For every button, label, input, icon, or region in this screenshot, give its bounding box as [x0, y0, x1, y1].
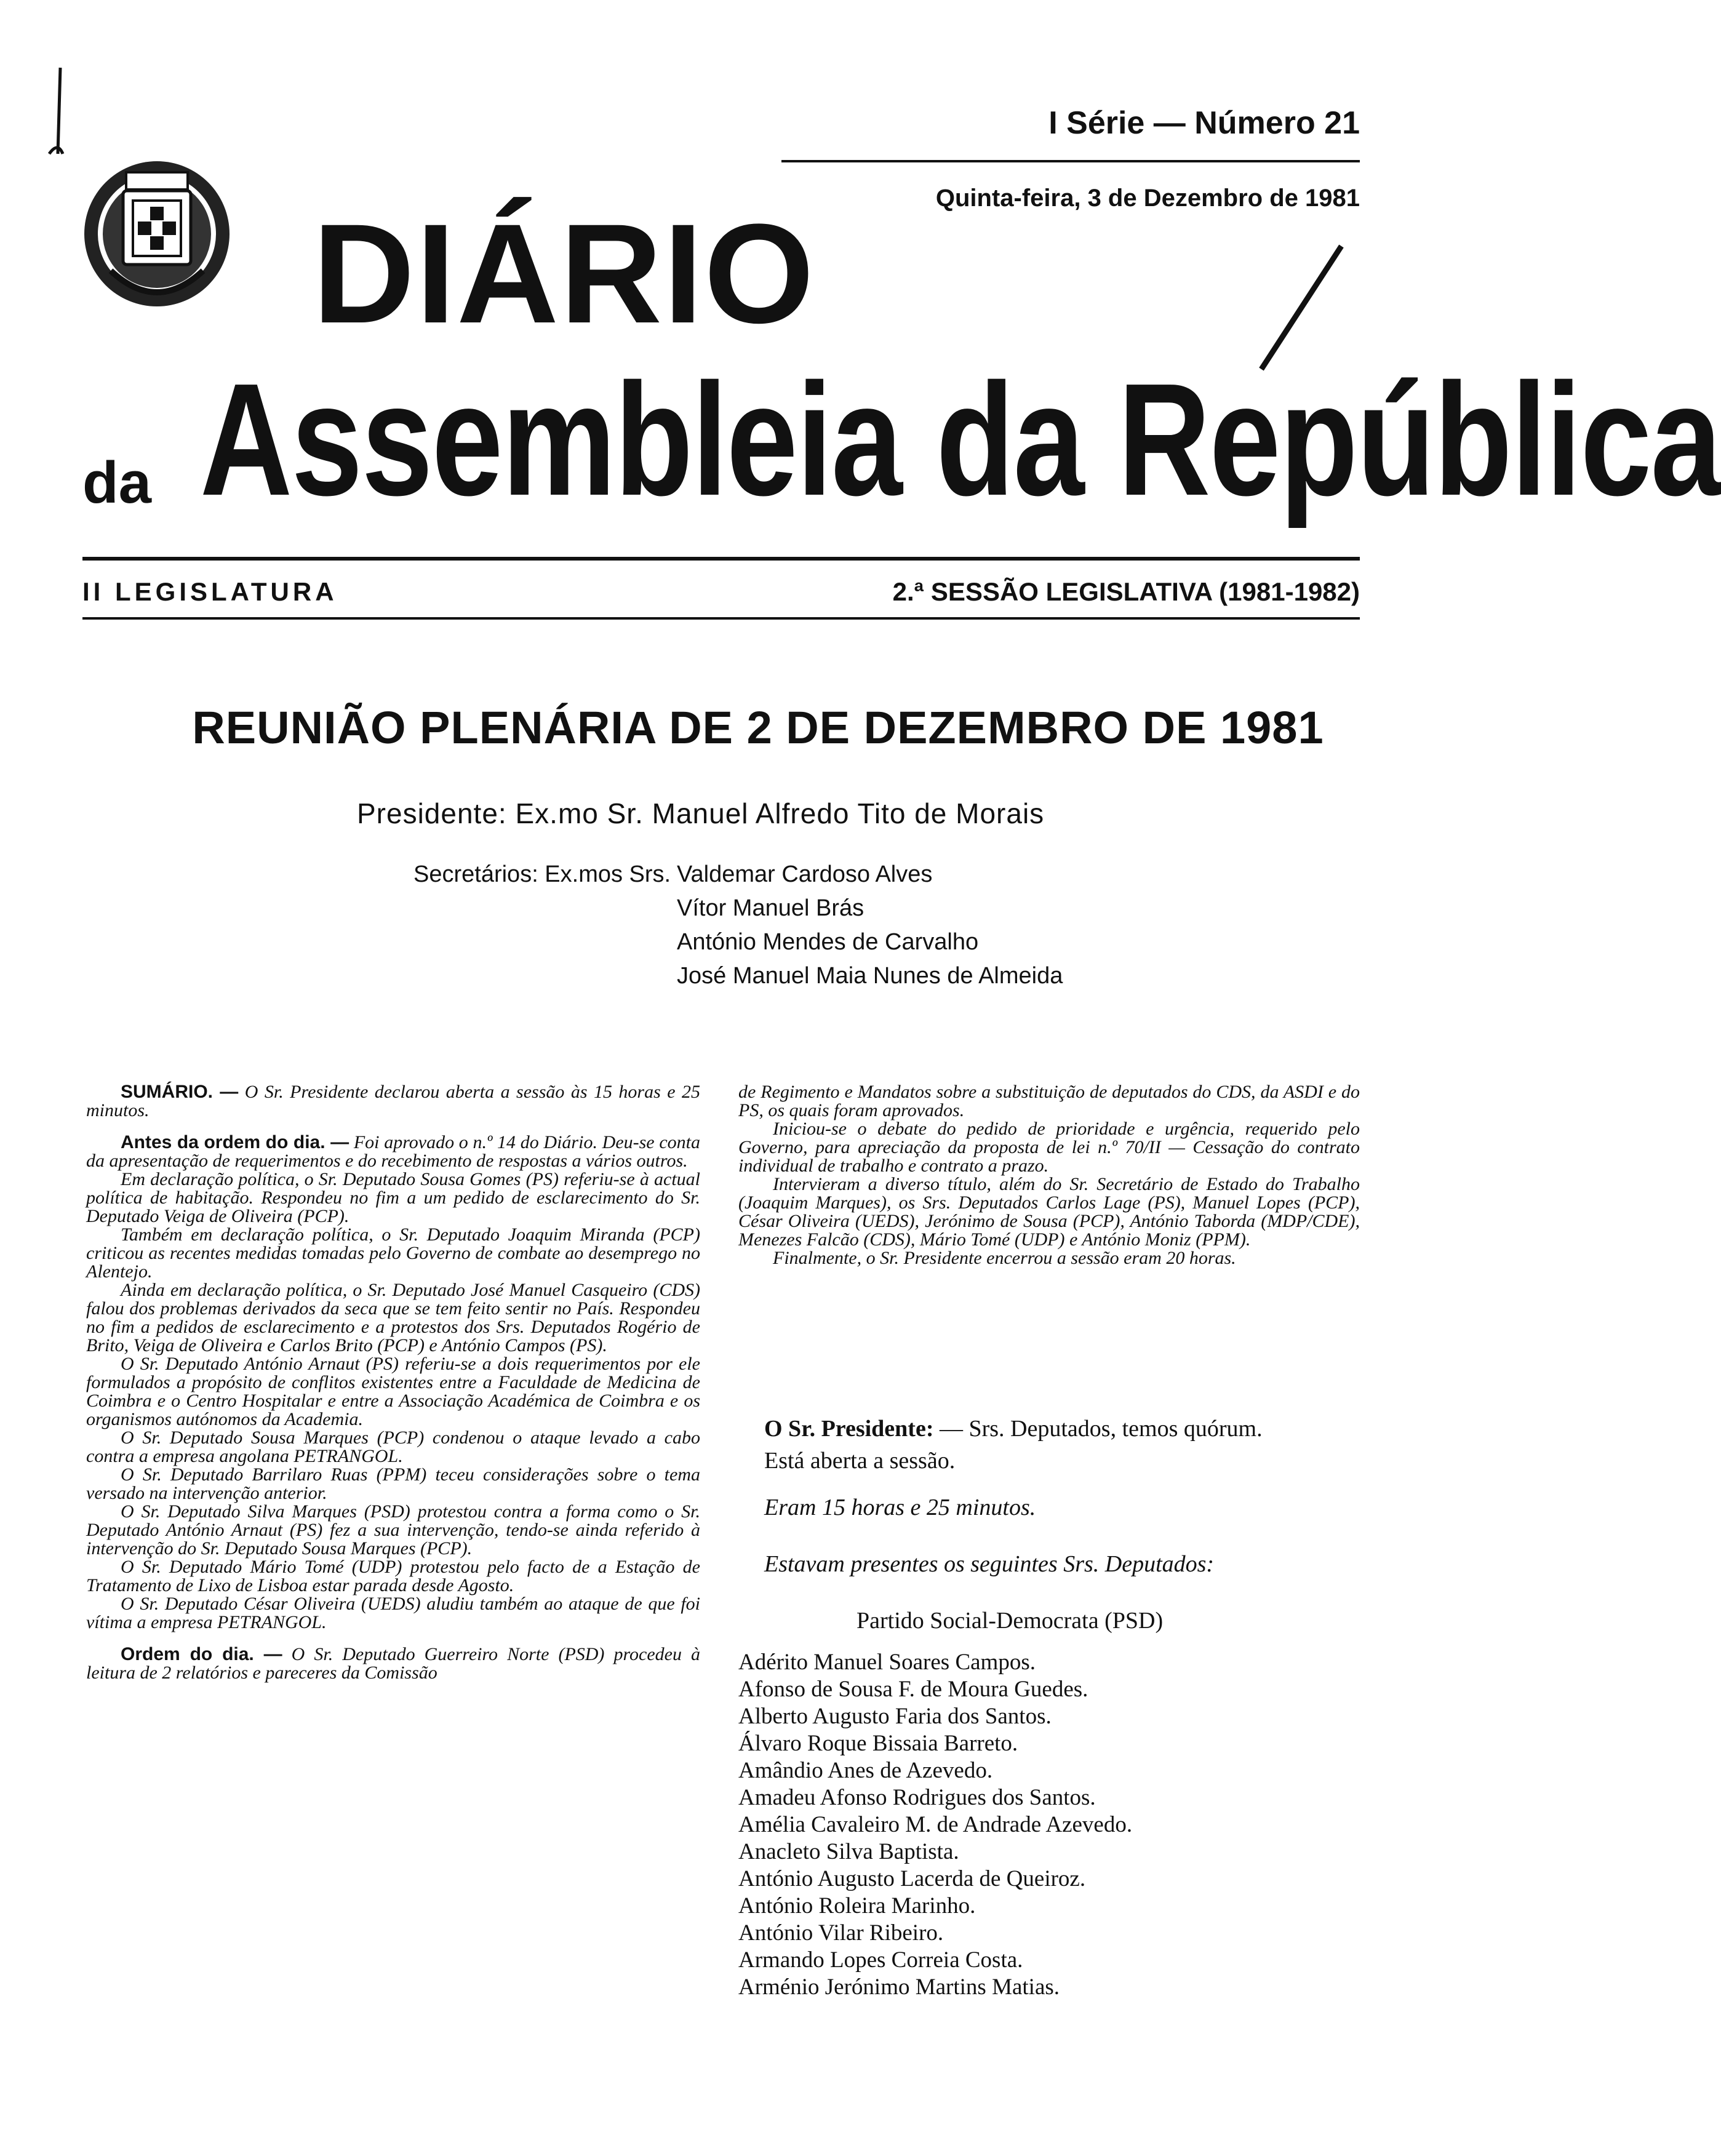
speaker-label: O Sr. Presidente: — [764, 1416, 934, 1442]
deputy-item: Álvaro Roque Bissaia Barreto. — [738, 1731, 1018, 1756]
publication-date: Quinta-feira, 3 de Dezembro de 1981 — [935, 185, 1360, 212]
meeting-title: REUNIÃO PLENÁRIA DE 2 DE DEZEMBRO DE 1981 — [192, 702, 1324, 753]
header-rule-top — [781, 160, 1360, 162]
summary-paragraph: Em declaração política, o Sr. Deputado Sousa Gomes (PS) referiu-se à actual política de habitação. Respondeu no fim a um pedido de esclarecimento do Sr. Deputado Veiga de Oliveira (PCP). — [86, 1169, 700, 1226]
summary-right-column — [738, 1083, 1360, 1268]
deputy-item: Adérito Manuel Soares Campos. — [738, 1650, 1036, 1675]
summary-text: O Sr. Deputado Guerreiro Norte (PSD) procedeu à leitura de 2 relatórios e pareceres da Comissão — [86, 1644, 700, 1683]
deputy-item: Amadeu Afonso Rodrigues dos Santos. — [738, 1785, 1096, 1810]
summary-paragraph: Intervieram a diverso título, além do Sr. Secretário de Estado do Trabalho (Joaquim Marques), os Srs. Deputados Carlos Lage (PS), Manuel Lopes (PCP), César Oliveira (UEDS), Jerónimo de Sousa (PCP), António Taborda (MDP/CDE), Menezes Falcão (CDS), Mário Tomé (UDP) e António Moniz (PPM). — [738, 1174, 1360, 1250]
legislature-rule-top — [82, 557, 1360, 561]
antes-ordem-label: Antes da ordem do dia. — — [121, 1132, 349, 1152]
summary-paragraph: Iniciou-se o debate do pedido de prioridade e urgência, requerido pelo Governo, para apreciação da proposta de lei n.º 70/II — Cessação do contrato individual de trabalho e contrato a prazo. — [738, 1119, 1360, 1176]
summary-paragraph: Ainda em declaração política, o Sr. Deputado José Manuel Casqueiro (CDS) falou dos problemas derivados da seca que se tem feito sentir no País. Respondeu no fim a pedidos de esclarecimento e a protestos dos Srs. Deputados Rogério de Brito, Veiga de Oliveira e Carlos Brito (PCP) e António Campos (PS). — [86, 1280, 700, 1355]
legislature-rule-bottom — [82, 617, 1360, 620]
title-da: da — [82, 450, 152, 516]
serie-number: I Série — Número 21 — [1048, 105, 1360, 141]
secretario-name: Valdemar Cardoso Alves — [677, 861, 933, 887]
summary-paragraph: O Sr. Deputado Barrilaro Ruas (PPM) teceu considerações sobre o tema versado na intervenção anterior. — [86, 1464, 700, 1503]
session-opening — [764, 1415, 1263, 1442]
summary-paragraph: O Sr. Deputado António Arnaut (PS) referiu-se a dois requerimentos por ele formulados a propósito de conflitos existentes entre a Faculdade de Medicina de Coimbra e o Centro Hospitalar e entre a Associação Académica de Coimbra e os organismos autónomos da Academia. — [86, 1354, 700, 1429]
summary-paragraph: O Sr. Deputado Mário Tomé (UDP) protestou pelo facto de a Estação de Tratamento de Lixo de Lisboa estar parada desde Agosto. — [86, 1557, 700, 1595]
present-heading: Estavam presentes os seguintes Srs. Deputados: — [764, 1551, 1215, 1577]
deputy-item: Amândio Anes de Azevedo. — [738, 1758, 993, 1783]
deputy-item: Amélia Cavaleiro M. de Andrade Azevedo. — [738, 1812, 1133, 1837]
session-text: Está aberta a sessão. — [764, 1448, 956, 1474]
summary-text: Foi aprovado o n.º 14 do Diário. Deu-se conta da apresentação de requerimentos e do recebimento de respostas a vários outros. — [86, 1132, 700, 1171]
session-text: — Srs. Deputados, temos quórum. — [933, 1416, 1263, 1442]
deputy-item: António Roleira Marinho. — [738, 1893, 976, 1918]
deputy-item: Alberto Augusto Faria dos Santos. — [738, 1704, 1052, 1729]
summary-left-column — [86, 1083, 700, 1682]
summary-paragraph: O Sr. Deputado César Oliveira (UEDS) aludiu também ao ataque de que foi vítima a empresa PETRANGOL. — [86, 1594, 700, 1632]
sessao-legislativa: 2.ª SESSÃO LEGISLATIVA (1981-1982) — [892, 577, 1360, 606]
summary-paragraph: O Sr. Deputado Sousa Marques (PCP) condenou o ataque levado a cabo contra a empresa angolana PETRANGOL. — [86, 1427, 700, 1466]
summary-paragraph: Também em declaração política, o Sr. Deputado Joaquim Miranda (PCP) criticou as recentes medidas tomadas pelo Governo de combate ao desemprego no Alentejo. — [86, 1224, 700, 1282]
summary-text: O Sr. Presidente declarou aberta a sessão às 15 horas e 25 minutos. — [86, 1082, 700, 1120]
summary-label: SUMÁRIO. — — [121, 1082, 239, 1102]
title-assembleia: Assembleia da República — [200, 351, 1721, 529]
coat-of-arms-icon — [74, 148, 240, 314]
summary-paragraph: O Sr. Deputado Silva Marques (PSD) protestou contra a forma como o Sr. Deputado António Arnaut (PS) fez a sua intervenção, tendo-se ainda referido à intervenção do Sr. Deputado Sousa Marques (PCP). — [86, 1501, 700, 1559]
deputy-item: Afonso de Sousa F. de Moura Guedes. — [738, 1677, 1088, 1702]
session-time: Eram 15 horas e 25 minutos. — [764, 1495, 1036, 1520]
secretario-name: António Mendes de Carvalho — [677, 929, 979, 955]
party-heading: Partido Social-Democrata (PSD) — [857, 1608, 1164, 1634]
summary-paragraph — [86, 1083, 700, 1120]
ordem-dia-label: Ordem do dia. — — [121, 1644, 282, 1664]
deputy-item: Arménio Jerónimo Martins Matias. — [738, 1974, 1060, 2000]
deputy-item: Armando Lopes Correia Costa. — [738, 1947, 1023, 1973]
summary-paragraph — [86, 1645, 700, 1682]
deputy-item: Anacleto Silva Baptista. — [738, 1839, 959, 1864]
presidente: Presidente: Ex.mo Sr. Manuel Alfredo Tito de Morais — [357, 797, 1045, 829]
legislatura: II LEGISLATURA — [82, 577, 338, 606]
deputy-item: António Augusto Lacerda de Queiroz. — [738, 1866, 1086, 1891]
secretario-name: Vítor Manuel Brás — [677, 895, 864, 921]
margin-mark — [37, 62, 74, 172]
deputy-item: António Vilar Ribeiro. — [738, 1920, 944, 1946]
secretario-name: José Manuel Maia Nunes de Almeida — [677, 963, 1063, 989]
secretarios-label: Secretários: Ex.mos Srs. — [413, 861, 671, 887]
summary-paragraph — [86, 1133, 700, 1170]
title-diario: DIÁRIO — [313, 194, 815, 353]
summary-paragraph: Finalmente, o Sr. Presidente encerrou a sessão eram 20 horas. — [773, 1248, 1236, 1268]
summary-paragraph: de Regimento e Mandatos sobre a substituição de deputados do CDS, da ASDI e do PS, os quais foram aprovados. — [738, 1082, 1360, 1120]
